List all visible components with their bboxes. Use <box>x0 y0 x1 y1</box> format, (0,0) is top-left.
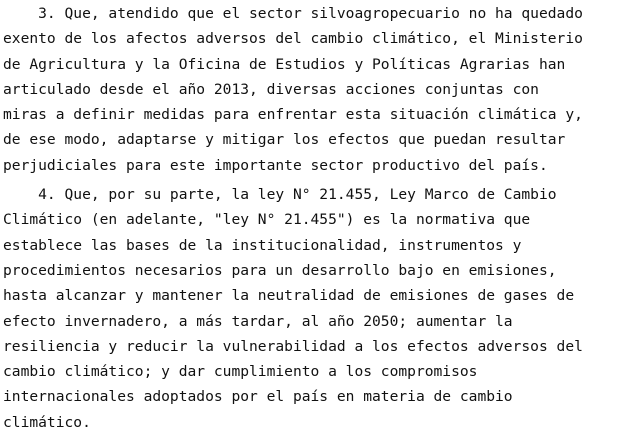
paragraph-line: hasta alcanzar y mantener la neutralidad de emisiones de gases de <box>3 287 575 305</box>
paragraph-line: perjudiciales para este importante sector productivo del país. <box>3 156 548 174</box>
paragraph-line: cambio climático; y dar cumplimiento a los compromisos <box>3 363 478 381</box>
paragraph-3 <box>3 1 633 178</box>
paragraph-line: internacionales adoptados por el país en materia de cambio <box>3 388 513 406</box>
paragraph-line: climático. <box>3 413 91 431</box>
paragraph-line: resiliencia y reducir la vulnerabilidad a los efectos adversos del <box>3 337 583 355</box>
paragraph-line: 4. Que, por su parte, la ley N° 21.455, Ley Marco de Cambio <box>3 186 557 204</box>
paragraph-line: Climático (en adelante, "ley N° 21.455") es la normativa que <box>3 211 531 229</box>
paragraph-line: de Agricultura y la Oficina de Estudios y Políticas Agrarias han <box>3 55 566 73</box>
paragraph-4 <box>3 182 633 435</box>
paragraph-line: procedimientos necesarios para un desarrollo bajo en emisiones, <box>3 261 557 279</box>
paragraph-line: de ese modo, adaptarse y mitigar los efectos que puedan resultar <box>3 131 566 149</box>
paragraph-line: miras a definir medidas para enfrentar esta situación climática y, <box>3 106 583 124</box>
paragraph-line: articulado desde el año 2013, diversas acciones conjuntas con <box>3 80 539 98</box>
paragraph-line: exento de los afectos adversos del cambio climático, el Ministerio <box>3 30 583 48</box>
paragraph-line: efecto invernadero, a más tardar, al año 2050; aumentar la <box>3 312 513 330</box>
document-body <box>3 0 633 435</box>
paragraph-line: establece las bases de la institucionalidad, instrumentos y <box>3 236 522 254</box>
paragraph-line: 3. Que, atendido que el sector silvoagropecuario no ha quedado <box>3 5 583 22</box>
